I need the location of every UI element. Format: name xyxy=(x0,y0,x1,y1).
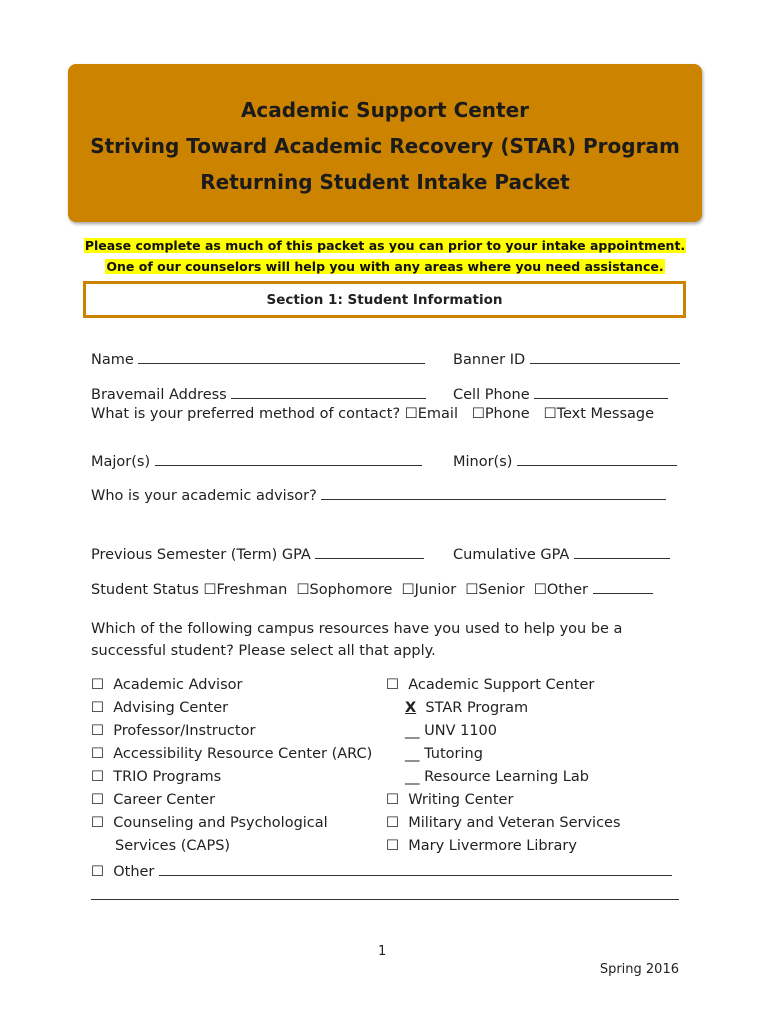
list-item xyxy=(386,677,594,693)
writing-center-checkbox[interactable]: ☐ xyxy=(386,792,399,808)
prev-gpa-label: Previous Semester (Term) GPA xyxy=(91,547,311,563)
header-program: Striving Toward Academic Recovery (STAR) Program xyxy=(90,134,680,158)
library-checkbox[interactable]: ☐ xyxy=(386,838,399,854)
list-item xyxy=(386,838,577,854)
page-number: 1 xyxy=(378,944,387,959)
list-item xyxy=(405,769,589,785)
list-item xyxy=(91,769,221,785)
other-status-checkbox[interactable]: ☐ xyxy=(533,582,547,598)
unv-blank[interactable]: __ xyxy=(405,723,420,739)
other-resource-checkbox[interactable]: ☐ xyxy=(91,864,104,880)
writing-center-label: Writing Center xyxy=(408,792,514,808)
advising-center-label: Advising Center xyxy=(113,700,229,716)
student-status-row xyxy=(91,579,653,598)
bravemail-label: Bravemail Address xyxy=(91,387,227,403)
military-checkbox[interactable]: ☐ xyxy=(386,815,399,831)
junior-checkbox[interactable]: ☐ xyxy=(401,582,415,598)
email-checkbox[interactable]: ☐ xyxy=(404,406,418,422)
list-item xyxy=(91,677,242,693)
text-message-checkbox[interactable]: ☐ xyxy=(543,406,557,422)
advisor-field xyxy=(91,485,666,504)
list-item xyxy=(405,723,497,739)
trio-checkbox[interactable]: ☐ xyxy=(91,769,104,785)
arc-label: Accessibility Resource Center (ARC) xyxy=(113,746,373,762)
career-center-checkbox[interactable]: ☐ xyxy=(91,792,104,808)
instruction-line-2: One of our counselors will help you with any areas where you need assistance. xyxy=(106,259,664,274)
advisor-input[interactable] xyxy=(321,485,666,500)
cum-gpa-input[interactable] xyxy=(574,544,670,559)
professor-label: Professor/Instructor xyxy=(113,723,256,739)
asc-label: Academic Support Center xyxy=(408,677,595,693)
banner-id-field xyxy=(453,349,680,368)
name-label: Name xyxy=(91,352,134,368)
majors-input[interactable] xyxy=(155,451,422,466)
academic-advisor-label: Academic Advisor xyxy=(113,677,243,693)
caps-checkbox[interactable]: ☐ xyxy=(91,815,104,831)
professor-checkbox[interactable]: ☐ xyxy=(91,723,104,739)
academic-advisor-checkbox[interactable]: ☐ xyxy=(91,677,104,693)
header-packet: Returning Student Intake Packet xyxy=(200,170,570,194)
majors-field xyxy=(91,451,422,470)
unv-label: UNV 1100 xyxy=(424,723,497,739)
student-status-label: Student Status xyxy=(91,582,199,598)
bravemail-field xyxy=(91,384,426,403)
other-resource-input[interactable] xyxy=(159,861,672,876)
list-item xyxy=(405,746,483,762)
list-item xyxy=(405,700,528,716)
banner-id-label: Banner ID xyxy=(453,352,526,368)
cell-phone-label: Cell Phone xyxy=(453,387,530,403)
header-title: Academic Support Center xyxy=(240,98,530,122)
sophomore-checkbox[interactable]: ☐ xyxy=(296,582,310,598)
advising-center-checkbox[interactable]: ☐ xyxy=(91,700,104,716)
senior-checkbox[interactable]: ☐ xyxy=(465,582,479,598)
footer-term: Spring 2016 xyxy=(599,962,679,977)
list-item xyxy=(386,792,513,808)
other-status-label: Other xyxy=(546,582,588,598)
list-item xyxy=(91,815,328,831)
prev-gpa-input[interactable] xyxy=(315,544,424,559)
list-item xyxy=(115,838,230,854)
resources-question-2: successful student? Please select all that apply. xyxy=(91,643,436,659)
resources-question-1: Which of the following campus resources have you used to help you be a xyxy=(91,621,623,637)
minors-field xyxy=(453,451,677,470)
list-item xyxy=(91,700,228,716)
asc-checkbox[interactable]: ☐ xyxy=(386,677,399,693)
library-label: Mary Livermore Library xyxy=(408,838,577,854)
freshman-label: Freshman xyxy=(216,582,288,598)
contact-question: What is your preferred method of contact? xyxy=(91,406,401,422)
junior-label: Junior xyxy=(414,582,457,598)
minors-input[interactable] xyxy=(517,451,677,466)
prev-gpa-field xyxy=(91,544,424,563)
military-label: Military and Veteran Services xyxy=(408,815,621,831)
cum-gpa-label: Cumulative GPA xyxy=(453,547,570,563)
list-item xyxy=(386,815,621,831)
name-field xyxy=(91,349,425,368)
section-1-title: Section 1: Student Information xyxy=(83,281,686,318)
star-program-mark[interactable]: X xyxy=(405,700,417,716)
list-item xyxy=(91,792,215,808)
cell-phone-input[interactable] xyxy=(534,384,668,399)
senior-label: Senior xyxy=(478,582,525,598)
tutoring-label: Tutoring xyxy=(424,746,483,762)
phone-option-label: Phone xyxy=(484,406,530,422)
other-resource-label: Other xyxy=(113,864,155,880)
freshman-checkbox[interactable]: ☐ xyxy=(203,582,217,598)
other-status-input[interactable] xyxy=(593,579,653,594)
cum-gpa-field xyxy=(453,544,670,563)
header-banner xyxy=(68,64,702,222)
caps-label: Counseling and Psychological xyxy=(113,815,328,831)
career-center-label: Career Center xyxy=(113,792,216,808)
contact-method-row xyxy=(91,406,654,422)
tutoring-blank[interactable]: __ xyxy=(405,746,420,762)
other-continuation-line[interactable] xyxy=(91,899,679,900)
majors-label: Major(s) xyxy=(91,454,151,470)
advisor-label: Who is your academic advisor? xyxy=(91,488,317,504)
star-program-label: STAR Program xyxy=(425,700,529,716)
rll-label: Resource Learning Lab xyxy=(424,769,589,785)
minors-label: Minor(s) xyxy=(453,454,513,470)
caps-label-cont: Services (CAPS) xyxy=(115,838,231,854)
sophomore-label: Sophomore xyxy=(309,582,393,598)
bravemail-input[interactable] xyxy=(231,384,426,399)
list-item xyxy=(91,723,255,739)
instruction-line-1: Please complete as much of this packet as you can prior to your intake appointment. xyxy=(84,238,686,253)
name-input[interactable] xyxy=(138,349,425,364)
email-option-label: Email xyxy=(417,406,458,422)
trio-label: TRIO Programs xyxy=(113,769,222,785)
banner-id-input[interactable] xyxy=(530,349,680,364)
cell-phone-field xyxy=(453,384,668,403)
list-item xyxy=(91,746,372,762)
phone-checkbox[interactable]: ☐ xyxy=(471,406,485,422)
text-message-option-label: Text Message xyxy=(556,406,655,422)
arc-checkbox[interactable]: ☐ xyxy=(91,746,104,762)
rll-blank[interactable]: __ xyxy=(405,769,420,785)
list-item xyxy=(91,861,672,880)
